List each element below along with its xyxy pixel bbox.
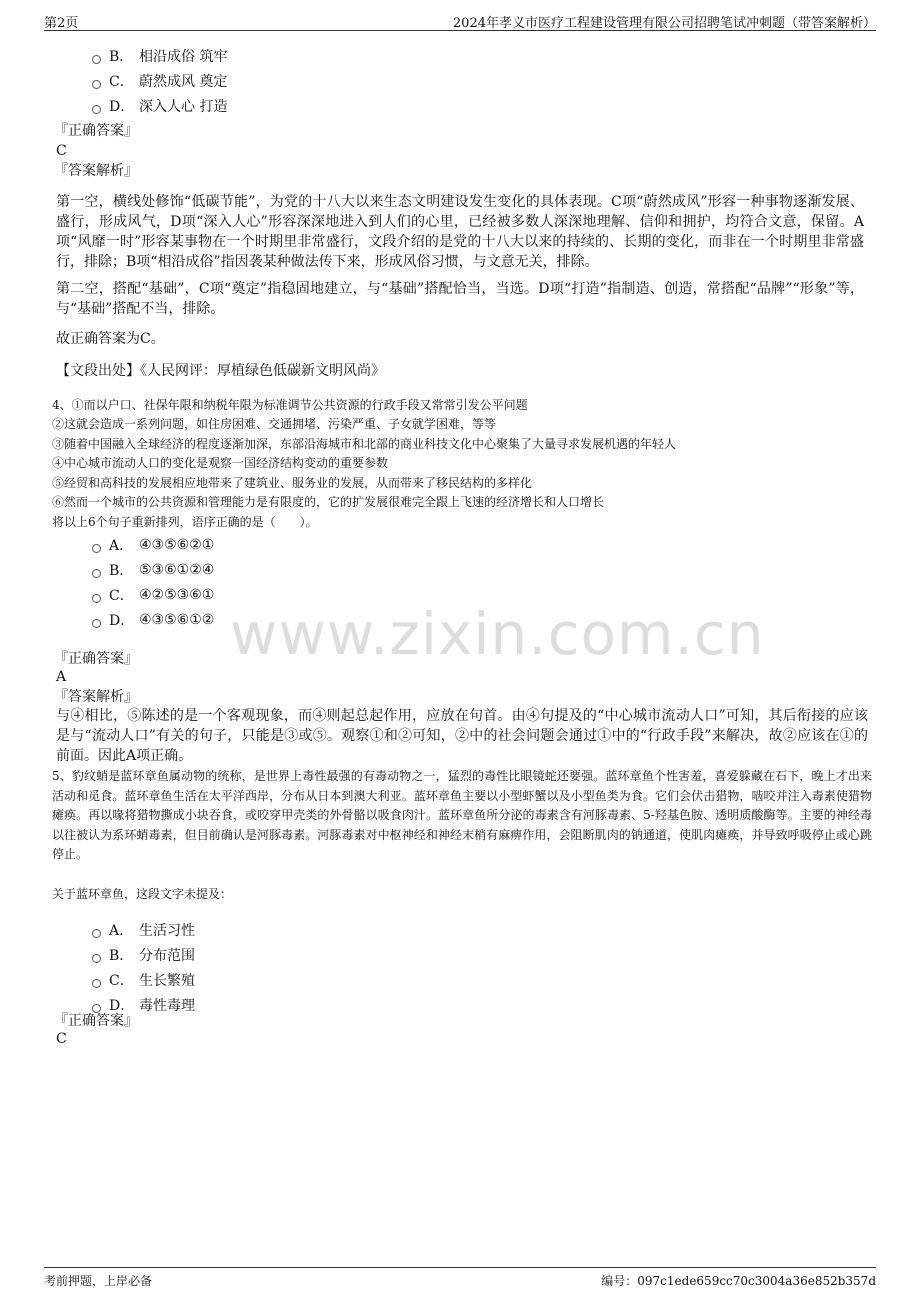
q4-option-a[interactable] (92, 535, 214, 555)
radio-icon[interactable] (92, 594, 101, 603)
option-text: ④③⑤⑥②① (139, 537, 215, 553)
radio-icon[interactable] (92, 619, 101, 628)
q4-sentence-1: 4、①而以户口、社保年限和纳税年限为标准调节公共资源的行政手段又常常引发公平问题 (52, 398, 528, 412)
option-letter: C． (109, 973, 134, 989)
option-text: ④③⑤⑥①② (139, 612, 215, 628)
q4-analysis-label: 『答案解析』 (54, 689, 138, 705)
q5-option-c[interactable] (92, 970, 195, 990)
q3-answer: C (56, 143, 67, 159)
page-number: 第2页 (44, 16, 79, 31)
q3-analysis-paragraph-3: 故正确答案为C。 (56, 331, 165, 347)
q4-sentence-6: ⑥然而一个城市的公共资源和管理能力是有限度的，它的扩发展很难完全跟上飞速的经济增长和人口增长 (52, 495, 605, 509)
q4-option-b[interactable] (92, 560, 214, 580)
q4-option-d[interactable] (92, 610, 214, 630)
option-text: ④②⑤③⑥① (139, 587, 215, 603)
footer-slogan: 考前押题，上岸必备 (44, 1274, 153, 1288)
option-letter: B． (109, 49, 134, 65)
q5-question: 关于蓝环章鱼，这段文字未提及： (52, 887, 233, 901)
q4-option-c[interactable] (92, 585, 214, 605)
q3-option-d[interactable] (92, 96, 227, 116)
option-letter: A． (109, 923, 134, 939)
q4-answer-label: 『正确答案』 (54, 651, 138, 667)
option-text: 分布范围 (139, 948, 195, 964)
q4-sentence-2: ②这就会造成一系列问题，如住房困难、交通拥堵、污染严重、子女就学困难，等等 (52, 417, 497, 431)
option-text: 生长繁殖 (139, 973, 195, 989)
q4-sentence-4: ④中心城市流动人口的变化是观察一国经济结构变动的重要参数 (52, 456, 389, 470)
option-text: 毒性毒理 (139, 998, 195, 1014)
option-letter: C． (109, 74, 134, 90)
q5-answer: C (56, 1031, 67, 1047)
footer-divider (44, 1267, 876, 1268)
radio-icon[interactable] (92, 569, 101, 578)
option-letter: A． (109, 538, 134, 554)
radio-icon[interactable] (92, 80, 101, 89)
header-divider (44, 30, 876, 31)
option-text: 生活习性 (139, 923, 195, 939)
option-text: 相沿成俗 筑牢 (139, 49, 228, 65)
q5-option-b[interactable] (92, 945, 195, 965)
q3-option-b[interactable] (92, 46, 227, 66)
radio-icon[interactable] (92, 929, 101, 938)
option-text: 深入人心 打造 (139, 99, 228, 115)
document-id: 编号：097c1ede659cc70c3004a36e852b357d (601, 1274, 876, 1288)
option-letter: C． (109, 588, 134, 604)
q3-analysis-paragraph-1: 第一空，横线处修饰“低碳节能”，为党的十八大以来生态文明建设发生变化的具体表现。C项“蔚然成风”形容一种事物逐渐发展、盛行，形成风气，D项“深入人心”形容深深地进入到人们的心里，已经被多数人深深地理解、信仰和拥护，均符合文意，保留。A项“风靡一时”形容某事物在一个时期里非常盛行，文段介绍的是党的十八大以来的持续的、长期的变化，而非在一个时期里非常盛行，排除；B项“相沿成俗”指因袭某种做法传下来，形成风俗习惯，与文意无关，排除。 (56, 194, 864, 270)
radio-icon[interactable] (92, 55, 101, 64)
radio-icon[interactable] (92, 105, 101, 114)
q5-passage: 5、豹纹蛸是蓝环章鱼属动物的统称，是世界上毒性最强的有毒动物之一，猛烈的毒性比眼镜蛇还要强。蓝环章鱼个性害羞，喜爱躲藏在石下，晚上才出来活动和觅食。蓝环章鱼生活在太平洋西岸，分布从日本到澳大利亚。蓝环章鱼主要以小型虾蟹以及小型鱼类为食。它们会伏击猎物，啮咬并注入毒素使猎物瘫痪。再以喙将猎物撕成小块吞食，或咬穿甲壳类的外骨骼以吸食肉汁。蓝环章鱼所分泌的毒素含有河豚毒素、5-羟基色胺、透明质酸酶等。主要的神经毒以往被认为系环蛸毒素，但目前确认是河豚毒素。河豚毒素对中枢神经和神经末梢有麻痹作用，会阻断肌肉的钠通道，使肌肉瘫痪，并导致呼吸停止或心跳停止。 (52, 769, 872, 861)
option-text: 蔚然成风 奠定 (139, 74, 228, 90)
option-letter: B． (109, 948, 134, 964)
document-title: 2024年孝义市医疗工程建设管理有限公司招聘笔试冲刺题（带答案解析） (452, 16, 876, 31)
radio-icon[interactable] (92, 954, 101, 963)
q4-sentence-3: ③随着中国融入全球经济的程度逐渐加深，东部沿海城市和北部的商业科技文化中心聚集了大量寻求发展机遇的年轻人 (52, 437, 677, 451)
radio-icon[interactable] (92, 979, 101, 988)
q3-source: 【文段出处】《人民网评：厚植绿色低碳新文明风尚》 (56, 363, 385, 379)
watermark: www.zixin.com.cn (230, 600, 765, 668)
q4-analysis: 与④相比，⑤陈述的是一个客观现象，而④则起总起作用，应放在句首。由④句提及的“中心城市流动人口”可知，其后衔接的应该是与“流动人口”有关的句子，只能是③或⑤。观察①和②可知，②中的社会问题会通过①中的“行政手段”来解决，故②应该在①的前面。因此A项正确。 (56, 708, 868, 764)
option-letter: D． (109, 613, 135, 629)
q5-answer-label: 『正确答案』 (54, 1013, 138, 1029)
q4-question: 将以上6个句子重新排列，语序正确的是（ ）。 (52, 515, 318, 529)
q3-answer-label: 『正确答案』 (54, 123, 138, 139)
option-letter: D． (109, 99, 135, 115)
option-text: ⑤③⑥①②④ (139, 562, 215, 578)
q4-answer: A (56, 669, 67, 685)
option-letter: B． (109, 563, 134, 579)
radio-icon[interactable] (92, 544, 101, 553)
q5-option-a[interactable] (92, 920, 195, 940)
q3-analysis-label: 『答案解析』 (54, 163, 138, 179)
q4-sentence-5: ⑤经贸和高科技的发展相应地带来了建筑业、服务业的发展，从而带来了移民结构的多样化 (52, 476, 533, 490)
q3-analysis-paragraph-2: 第二空，搭配“基础”，C项“奠定”指稳固地建立，与“基础”搭配恰当，当选。D项“打造”指制造、创造，常搭配“品牌”“形象”等，与“基础”搭配不当，排除。 (56, 281, 864, 317)
option-letter: D． (109, 998, 135, 1014)
q3-option-c[interactable] (92, 71, 227, 91)
